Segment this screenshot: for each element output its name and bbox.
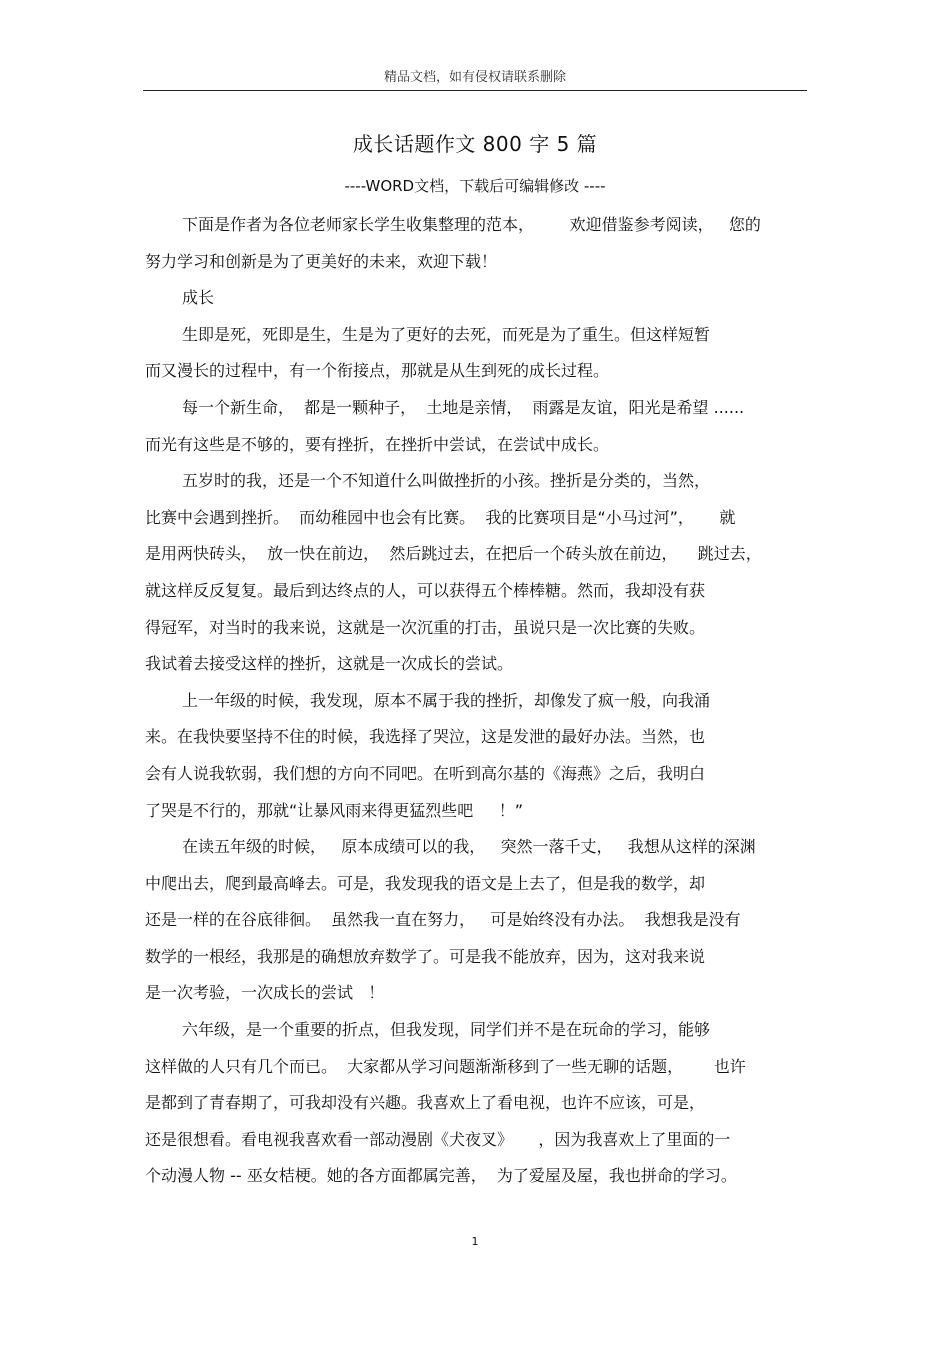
text-line: 这样做的人只有几个而已。 大家都从学习问题渐渐移到了一些无聊的话题， 也许 (145, 1056, 746, 1076)
text-line: 而光有这些是不够的，要有挫折，在挫折中尝试，在尝试中成长。 (145, 434, 610, 454)
text-line: 六年级，是一个重要的折点，但我发现，同学们并不是在玩命的学习，能够 (182, 1020, 711, 1040)
text-line: 努力学习和创新是为了更美好的未来，欢迎下载！ (145, 251, 498, 271)
document-title: 成长话题作文 800 字 5 篇 (352, 132, 598, 156)
text-line: 比赛中会遇到挫折。 而幼稚园中也会有比赛。 我的比赛项目是“小马过河”， 就 (145, 507, 736, 527)
text-line: 还是一样的在谷底徘徊。 虽然我一直在努力， 可是始终没有办法。 我想我是没有 (145, 910, 741, 930)
text-line: 来。在我快要坚持不住的时候，我选择了哭泣，这是发泄的最好办法。当然，也 (145, 727, 706, 747)
text-line: 五岁时的我，还是一个不知道什么叫做挫折的小孩。挫折是分类的，当然， (182, 471, 711, 491)
body-text (145, 207, 809, 1195)
text-line: 是都到了青春期了，可我却没有兴趣。我喜欢上了看电视，也许不应该，可是， (145, 1093, 706, 1113)
text-line: 而又漫长的过程中，有一个衔接点，那就是从生到死的成长过程。 (145, 361, 610, 381)
text-line: 个动漫人物 -- 巫女桔梗。她的各方面都属完善， 为了爱屋及屋，我也拼命的学习。 (145, 1166, 737, 1186)
text-line: 就这样反反复复。最后到达终点的人，可以获得五个棒棒糖。然而，我却没有获 (145, 580, 706, 600)
header-rule (143, 90, 807, 91)
text-line: 是用两快砖头， 放一快在前边， 然后跳过去，在把后一个砖头放在前边， 跳过去， (145, 544, 762, 564)
page-header: 精品文档，如有侵权请联系删除 (383, 70, 566, 85)
text-line: 得冠军，对当时的我来说，这就是一次沉重的打击，虽说只是一次比赛的失败。 (145, 617, 706, 637)
text-line: 是一次考验，一次成长的尝试 ！ (145, 983, 385, 1003)
text-line: 数学的一根经，我那是的确想放弃数学了。可是我不能放弃，因为，这对我来说 (145, 946, 706, 966)
text-line: 了哭是不行的，那就“让暴风雨来得更猛烈些吧 ！” (145, 800, 524, 820)
text-line: 我试着去接受这样的挫折，这就是一次成长的尝试。 (145, 654, 514, 674)
page-number: 1 (471, 1235, 479, 1248)
text-line: 在读五年级的时候， 原本成绩可以的我， 突然一落千丈， 我想从这样的深渊 (182, 837, 756, 857)
document-subtitle: ----WORD文档，下载后可编辑修改 ---- (344, 177, 606, 195)
text-line: 还是很想看。看电视我喜欢看一部动漫剧《犬夜叉》 ，因为我喜欢上了里面的一 (145, 1129, 731, 1149)
text-line: 上一年级的时候，我发现，原本不属于我的挫折，却像发了疯一般，向我涌 (182, 690, 711, 710)
text-line: 每一个新生命， 都是一颗种子， 土地是亲情， 雨露是友谊，阳光是希望 ...... (182, 397, 745, 417)
text-line: 中爬出去，爬到最高峰去。可是，我发现我的语文是上去了，但是我的数学，却 (145, 873, 706, 893)
text-line: 下面是作者为各位老师家长学生收集整理的范本， 欢迎借鉴参考阅读， 您的 (182, 215, 761, 234)
text-line: 成长 (182, 288, 215, 308)
text-line: 会有人说我软弱，我们想的方向不同吧。在听到高尔基的《海燕》之后，我明白 (145, 763, 706, 783)
text-line: 生即是死，死即是生，生是为了更好的去死，而死是为了重生。但这样短暂 (182, 324, 711, 344)
